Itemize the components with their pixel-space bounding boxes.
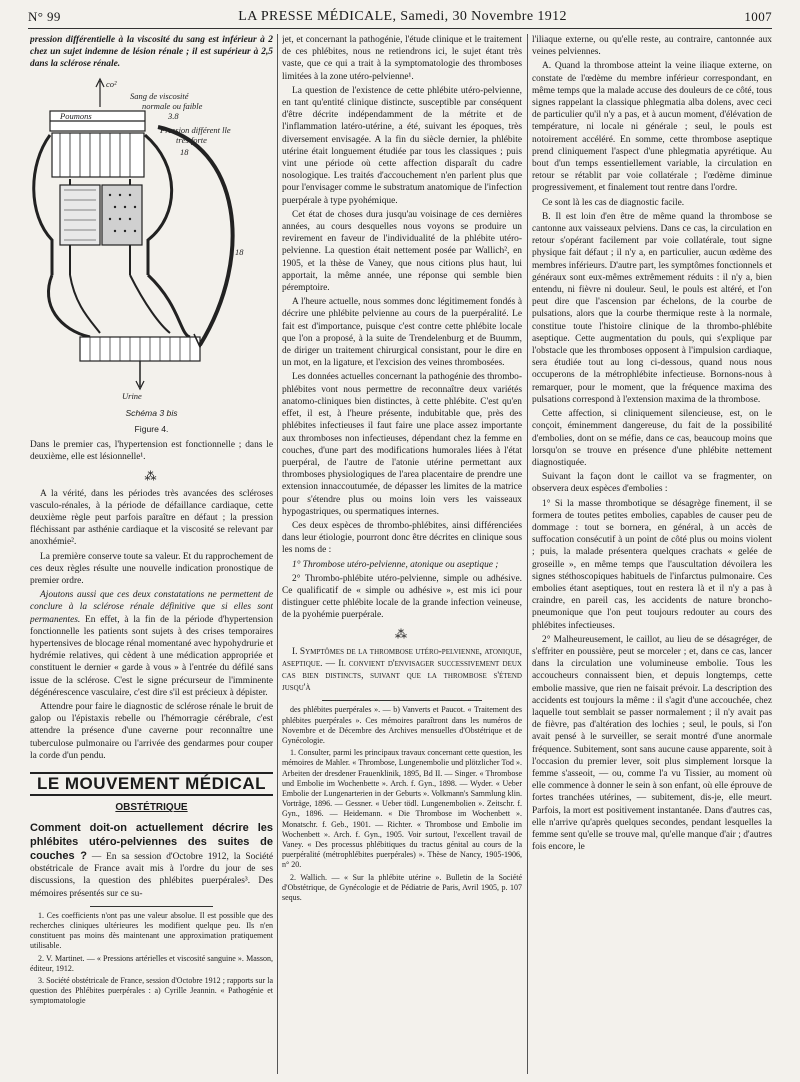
paragraph: pression différentielle à la viscosité du sang est inférieur à 2 chez un sujet indemne de lésion rénale ; il est supérieur à 2,5 dans la sclérose rénale. (30, 35, 273, 70)
fig-label: Sang de viscosité (130, 90, 189, 101)
footnote: des phlébites puerpérales ». — b) Vanverts et Paucot. « Traitement des phlébites puerpérales ». Ces mémoires paraîtront dans les numéros de Novembre et de Décembre des Archives mensuelles d'Obstétrique et de Gynécologie. (282, 705, 522, 745)
paragraph: B. Il est loin d'en être de même quand la thrombose se cantonne aux vaisseaux pelviens. Dans ce cas, la circulation en retour s'opérant facilement par voie collatérale, tout signe physique fait défaut ; il n'y a, en particulier, aucun œdème des membres inférieurs. D'autre part, les symptômes fonctionnels et généraux sont eux-mêmes extrêmement réduits : il n'y a, bien entendu, ni fièvre ni douleur. Seul, le pouls est altéré, et l'on peut dire que l'ascension par échelons, de la courbe de pulsations, alors que la courbe thermique reste à la normale, constitue toute l'histoire clinique de la thrombo-phlébite aseptique. Cette augmentation du pouls, qui s'explique par l'obstacle que les thromboses opposent à l'impulsion cardiaque, sera étudiée tout au long ci-dessous, quand nous nous occuperons de la métrophlébite infectieuse. Bornons-nous à remarquer, pour le moment, que la fréquence maxima des pulsations correspond à l'extension maxima de la thrombose. (532, 211, 772, 405)
fig-label: Poumons (60, 110, 92, 121)
fig-label: normale ou faible (142, 100, 203, 111)
paragraph: A. Quand la thrombose atteint la veine iliaque externe, on constate de l'œdème du membre inférieur correspondant, en même temps que la malade accuse des douleurs de ce côté, tous signes rappelant la classique phlegmatia alba dolens, avec ceci de particulier qu'il n'y a pas, et à aucun moment, d'élévation de température, ni locale ni générale ; seul, le pouls est notoirement accéléré. En somme, cette thrombose aseptique prend cliniquement l'aspect d'une phlegmatia apyrétique. Au bout d'un temps essentiellement variable, la circulation en retour se rétablit par voie collatérale ; l'œdème diminue progressivement, et finalement tout rentre dans l'ordre. (532, 61, 772, 194)
paragraph: Dans le premier cas, l'hypertension est fonctionnelle ; dans le deuxième, elle est lésionnelle¹. (30, 440, 273, 463)
paragraph: La question de l'existence de cette phlébite utéro-pelvienne, en tant qu'entité clinique distincte, susceptible par conséquent d'être décrite indépendamment de la métrite et de l'inflammation latéro-utérine, a été, suivant les époques, très diversement envisagée. A la fin du siècle dernier, la phlébite utérine était longuement étudiée par tous les classiques ; puis vint une période où cette affection disparaît du cadre nosologique. Les traités d'accouchement n'en parlent plus que pour l'envisager comme le substratum anatomique de l'infection puerpérale à type pyohémique. (282, 85, 522, 206)
fig-label: co² (106, 78, 117, 89)
paragraph: A la vérité, dans les périodes très avancées des scléroses vasculo-rénales, à la période de défaillance cardiaque, cette deuxième règle peut parfois paraître en défaut ; la pression fléchissant par asthénie cardiaque et la viscosité se relevant par anoxhémie². (30, 488, 273, 548)
column-right (532, 34, 772, 1074)
footnotes (30, 911, 273, 1007)
paragraph: La première conserve toute sa valeur. Et du rapprochement de ces deux règles résulte une nouvelle indication pronostique de premier ordre. (30, 551, 273, 587)
page-number: 1007 (744, 9, 772, 24)
footnote: 1. Ces coefficients n'ont pas une valeur absolue. Il est possible que des recherches cliniques ultérieures les modifient quelque peu. Ils n'en constituent pas moins dès maintenant une approximation pratiquement utilisable. (30, 910, 273, 951)
figure-caption: Figure 4. (134, 424, 169, 435)
section-stars: ⁂ (395, 626, 409, 641)
issue-number: N° 99 (28, 9, 61, 24)
footnotes (282, 705, 522, 903)
paragraph: Suivant la façon dont le caillot va se fragmenter, on observera deux espèces d'embolies : (532, 472, 772, 495)
fig-label: 18 (235, 246, 244, 257)
fig-label: 3.8 (168, 110, 179, 121)
column-divider (277, 34, 278, 1074)
footnote-rule (90, 906, 213, 907)
paragraph: Les données actuelles concernant la pathogénie des thrombo-phlébites vont nous permettre de reconnaître deux variétés anatomo-cliniques bien distinctes, à cette phlébite. C'est qu'en effet, il est, à l'heure présente, indubitable que, près des phlébites infectieuses il faut faire une place assez importante aux thromboses non infectieuses, dépendant chez la femme en couches, d'une part des modifications humorales liées à l'état puerpéral, de l'autre de l'atonie utérine permettant aux thromboses physiologiques de l'area placentaire de prendre une extension innaccoutumée, de dépasser les limites de la matrice pour s'étendre plus ou moins loin vers les vaisseaux hypogastriques, ou spermatiques internes. (282, 372, 522, 517)
figure-schema-label: Schéma 3 bis (125, 407, 178, 418)
paragraph: 2° Malheureusement, le caillot, au lieu de se désagréger, de s'effriter en poussière, peut se morceler ; et, dans ce cas, lancer dans la circulation une volumineuse embolie. Tous les accoucheurs connaissent bien, et depuis longtemps, cette embolie massive, que rien ne faisait prévoir. La description des accidents est toujours la même : il s'agit d'une accouchée, chez laquelle tout semblait se passer normalement ; il n'y avait pas de fièvre, pas d'altération des lochies ; seul, le pouls, si l'on avait pensé à le surveiller, se serait montré d'une anormale fréquence. Subitement, sont sans aucune cause apparente, soit à l'occasion du premier lever, soit plus simplement lorsque la femme s'asseoit, — ou, comme l'a vu Tissier, au moment où elle commence à donner le sein à son enfant, où elle éprouve de fortes tranchées utérines, — subitement, dis-je, elle meurt. Parfois, la mort est positivement instantanée. Dans d'autres cas, elle n'arrive qu'après quelques secondes, pendant lesquelles la femme sent qu'elle se trouve mal, qu'elle manque d'air ; d'autres fois encore, le (532, 634, 772, 853)
paragraph-text: En effet, à la fin de la période d'hypertension fonctionnelle les patients sont sujets à des crises temporaires hypertensives de blocage rénal momentané avec hypohydrurie et hydrémie relatives, qui cèdent à une médication appropriée et constituent le dernier « garde à vous » à l'entrée du défilé sans issue de la sclérose. C'est le signe précurseur de l'imminente dégénérescence vasculaire, c'est dire s'il est précieux à dépister. (30, 614, 273, 698)
paragraph: Ce sont là les cas de diagnostic facile. (542, 197, 685, 208)
paragraph (30, 821, 273, 900)
paragraph: l'iliaque externe, ou qu'elle reste, au contraire, cantonnée aux veines pelviennes. (532, 35, 772, 58)
footnote: 1. Consulter, parmi les principaux travaux concernant cette question, les mémoires de Mahler. « Thrombose, Lungenembolie und plötzlicher Tod ». Arbeiten der dresdener Frauenklinik, 1895, Bd II. — Singer. « Thrombose und Embolie im Wochenbette ». Arch. f. Gyn., 1898. — Wyder. « Ueber Embolie der Lungenarterien in der Geburts ». Volkmann's Sammlung klin. Vorträge, 1896. — Gessner. « Ueber tödl. Lungenembolien ». Zeitschr. f. Gyn., 1896. — Heidemann. « Die Thrombose im Wochenbett ». Monatschr. f. Geb., 1901. — Richter. « Thrombose und Embolie im Wochenbett ». Arch. f. Gyn., 1905. Voir surtout, l'excellent travail de Vaney. « Des processus phlébitiques du tractus génital au cours de la puerpéralité (métrophlébites puerpérales) ». Thèse de Nancy, 1905-1906, n° 20. (282, 748, 522, 870)
paragraph: A l'heure actuelle, nous sommes donc légitimement fondés à décrire une phlébite pelvienne au cours de la puerpéralité. Le fait est d'importance, puisque c'est contre cette phlébite locale que l'on a proposé, à la suite de Trendelenburg et de Buumm, de diriger un traitement chirurgical consistant, pour le dire en un mot, en la ligature, et l'excision des veines thrombosées. (282, 297, 522, 369)
paragraph: 1° Si la masse thrombotique se désagrège finement, il se formera de toutes petites embolies, capables de causer peu de dommage : tout se bornera, en général, à un accès de suffocation consécutif à un point de côté plus ou moins violent ; puis, la malade présentera quelques crachats « gelée de groseille », en même temps que l'auscultation dévoilera les signes stéthoscopiques habituels de l'infarctus pulmonaire. Ces embolies étant aseptiques, tout en restera là et il n'y a pas à craindre, en pareil cas, les accidents de nature broncho-pneumonique que l'on peut toujours redouter au cours des phlébites infectieuses. (532, 498, 772, 631)
journal-title: LA PRESSE MÉDICALE, Samedi, 30 Novembre 1912 (238, 9, 567, 24)
footnote: 2. Wallich. — « Sur la phlébite utérine ». Bulletin de la Société d'Obstétrique, de Gynécologie et de Pédiatrie de Paris, Avril 1905, p. 107 sequs. (282, 872, 522, 903)
column-left (30, 34, 273, 1074)
section-stars: ⁂ (144, 468, 159, 483)
fig-label: Urine (122, 390, 142, 401)
paragraph: 1° Thrombose utéro-pelvienne, atonique ou aseptique ; (292, 559, 499, 570)
emphasis: Ajoutons aussi que ces deux constatations ne permettent de conclure à la sclérose rénale définitive que si elles sont permanentes. (30, 590, 273, 625)
paragraph: jet, et concernant la pathogénie, l'étude clinique et le traitement de ces phlébites, nous ne retiendrons ici, le sujet étant très vaste, que ce qui a trait à la symptomatologie des thromboses limitées à la zone utéro-pelvienne¹. (282, 35, 522, 82)
paragraph (30, 589, 273, 699)
article-headline: Comment doit-on actuellement décrire les phlébites utéro-pelviennes des suites de couches ? (30, 821, 273, 862)
paragraph: Cet état de choses dura jusqu'au voisinage de ces dernières années, au cours desquelles nous voyons se produire un revirement en faveur de l'individualité de la phlébite utéro-pelvienne. La question était nettement posée par Wallich², en 1905, et la thèse de Vaney, que nous citions plus haut, lui apportait, la même année, une réponse qui semble bien péremptoire. (282, 209, 522, 294)
circulation-diagram (30, 75, 270, 405)
paragraph: Cette affection, si cliniquement silencieuse, est, on le conçoit, éminemment dangereuse, du fait de la possibilité d'embolies, dont on se méfie, dans ce cas, beaucoup moins que lorsqu'on se trouve en présence d'une phlébite nettement diagnostiquée. (532, 409, 772, 468)
paragraph: Ces deux espèces de thrombo-phlébites, ainsi différenciées dans leur étiologie, pourront donc être décrites en clinique sous les noms de : (282, 520, 522, 556)
section-title: LE MOUVEMENT MÉDICAL (30, 772, 273, 796)
paragraph: I. Symptômes de la thrombose utéro-pelvienne, atonique, aseptique. — Il convient d'envisager successivement deux cas bien distincts, suivant que la thrombose s'étend jusqu'à (282, 646, 522, 694)
footnote-rule (322, 700, 482, 701)
column-middle (282, 34, 522, 1074)
fig-label: très forte (176, 134, 207, 145)
paragraph: 2° Thrombo-phlébite utéro-pelvienne, simple ou adhésive. Ce qualificatif de « simple ou adhésive », est mis ici pour distinguer cette phlébite locale de la grande infection veineuse, de la pyohémie puerpérale. (282, 573, 522, 621)
fig-label: 18 (180, 146, 189, 157)
footnote: 2. V. Martinet. — « Pressions artérielles et viscosité sanguine ». Masson, éditeur, 1912. (30, 953, 273, 973)
subsection-title: OBSTÉTRIQUE (115, 802, 188, 814)
page-header (28, 6, 772, 29)
footnote: 3. Société obstétricale de France, session d'Octobre 1912 ; rapports sur la question des Phlébites puerpérales : a) Cyrille Jeannin. « Pathogénie et symptomatologie (30, 975, 273, 1006)
paragraph: Attendre pour faire le diagnostic de sclérose rénale le bruit de galop ou l'épistaxis rebelle ou l'hémorragie cérébrale, c'est attendre la présence d'une caverne pour reconnaître une tuberculose pulmonaire ou l'arrivée des gendarmes pour couper la corde d'un pendu. (30, 702, 273, 761)
column-divider (527, 34, 528, 1074)
paragraph-text: — En sa session d'Octobre 1912, la Société obstétricale de France avait mis à l'ordre du jour de ses discussions, la question des phlébites puerpérales³. Des mémoires présentés sur ce su- (30, 851, 273, 899)
fig-label: Pression différent lle (160, 124, 231, 135)
